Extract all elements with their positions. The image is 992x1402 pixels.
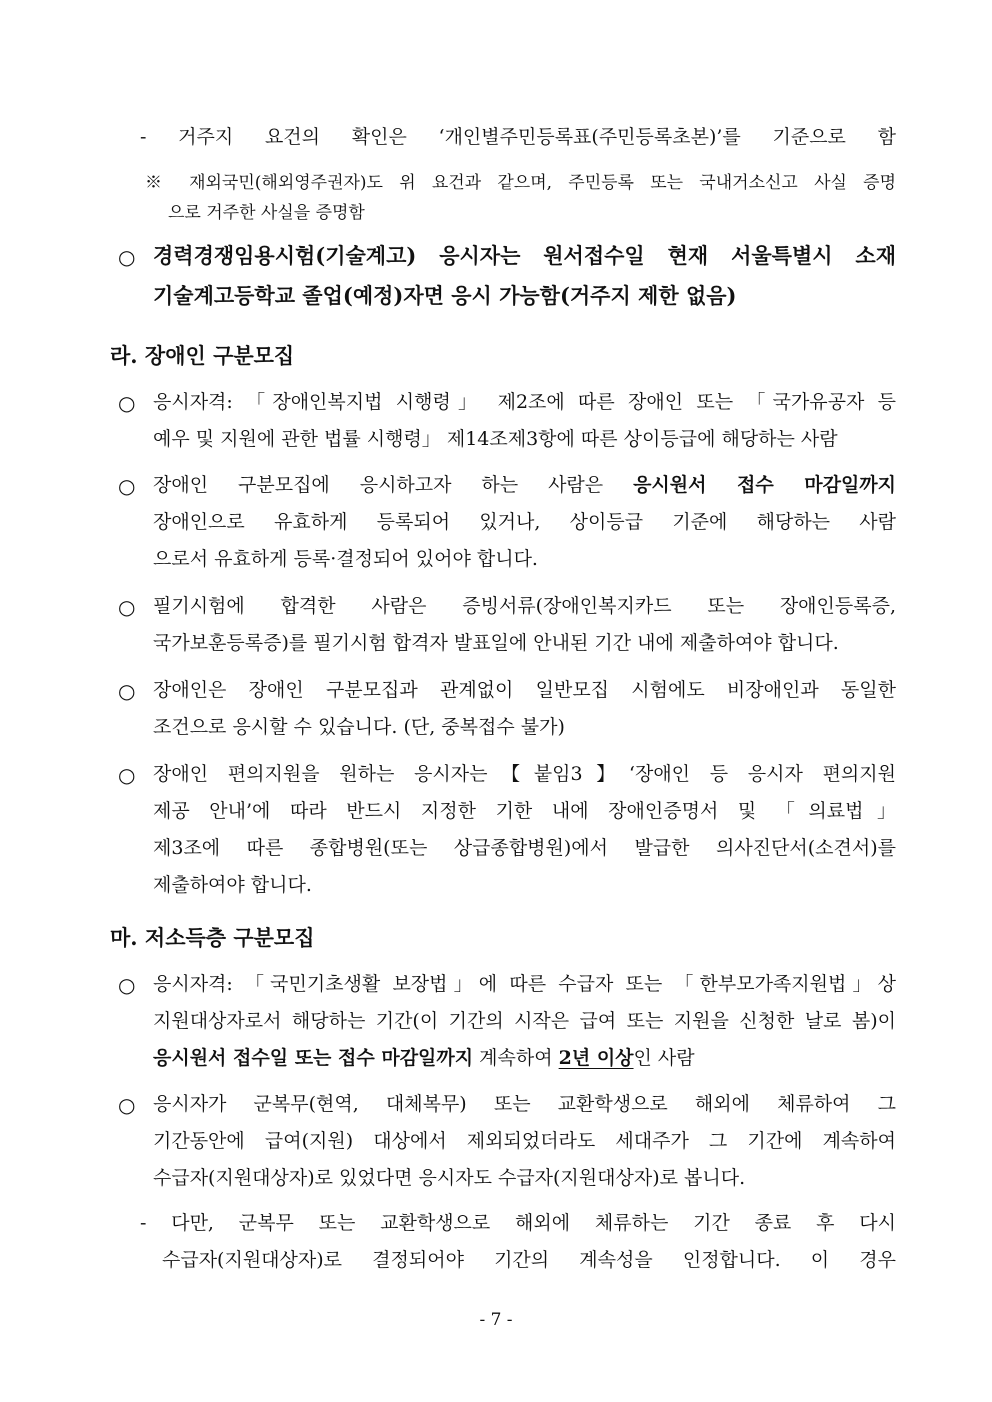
overseas-note-line-2: 으로 거주한 사실을 증명함 bbox=[168, 203, 365, 223]
page-number: - 7 - bbox=[479, 1310, 513, 1330]
military-exchange-line-3: 수급자(지원대상자)로 있었다면 응시자도 수급자(지원대상자)로 봅니다. bbox=[153, 1167, 746, 1189]
documents-line-2: 국가보훈등록증)를 필기시험 합격자 발표일에 안내된 기간 내에 제출하여야 합니다. bbox=[153, 632, 839, 654]
residence-note: - 거주지 요건의 확인은 ‘개인별주민등록표(주민등록초본)’를 기준으로 함 bbox=[140, 126, 896, 148]
bullet-icon: ○ bbox=[118, 474, 136, 498]
continuity-line-2: 수급자(지원대상자)로 결정되어야 기간의 계속성을 인정합니다. 이 경우 bbox=[162, 1249, 896, 1271]
accommodation-line-2: 제공 안내’에 따라 반드시 지정한 기한 내에 장애인증명서 및 「의료법」 bbox=[153, 800, 896, 822]
period-connector: 계속하여 bbox=[473, 1047, 559, 1069]
accommodation-line-4: 제출하여야 합니다. bbox=[153, 874, 312, 896]
bullet-icon: ○ bbox=[118, 763, 136, 787]
tech-teacher-line-2: 기술계고등학교 졸업(예정)자면 응시 가능함(거주지 제한 없음) bbox=[153, 283, 737, 308]
disabled-registration-line-3: 으로서 유효하게 등록·결정되어 있어야 합니다. bbox=[153, 548, 538, 570]
bullet-icon: ○ bbox=[118, 679, 136, 703]
bullet-icon: ○ bbox=[118, 245, 136, 269]
tech-teacher-line-1: 경력경쟁임용시험(기술계고) 응시자는 원서접수일 현재 서울특별시 소재 bbox=[153, 243, 896, 268]
disabled-registration-line-1 bbox=[153, 473, 896, 497]
disabled-qualification-line-2: 예우 및 지원에 관한 법률 시행령」 제14조제3항에 따른 상이등급에 해당하는 사람 bbox=[153, 428, 838, 450]
low-income-qualification-line-1: 응시자격: 「국민기초생활 보장법」에 따른 수급자 또는 「한부모가족지원법」상 bbox=[153, 973, 896, 995]
section-heading-disabled: 라. 장애인 구분모집 bbox=[110, 343, 295, 368]
overseas-note-line-1: ※ 재외국민(해외영주권자)도 위 요건과 같으며, 주민등록 또는 국내거소신고 사실 증명 bbox=[145, 173, 896, 193]
disabled-registration-line-2: 장애인으로 유효하게 등록되어 있거나, 상이등급 기준에 해당하는 사람 bbox=[153, 511, 896, 533]
low-income-qualification-line-2: 지원대상자로서 해당하는 기간(이 기간의 시작은 급여 또는 지원을 신청한 날로 봄)이 bbox=[153, 1010, 896, 1032]
bullet-icon: ○ bbox=[118, 1093, 136, 1117]
duration-emphasis: 2년 이상 bbox=[558, 1047, 634, 1069]
general-apply-line-1: 장애인은 장애인 구분모집과 관계없이 일반모집 시험에도 비장애인과 동일한 bbox=[153, 679, 896, 701]
disabled-registration-text: 장애인 구분모집에 응시하고자 하는 사람은 bbox=[153, 474, 634, 496]
military-exchange-line-2: 기간동안에 급여(지원) 대상에서 제외되었더라도 세대주가 그 기간에 계속하여 bbox=[153, 1130, 896, 1152]
deadline-emphasis: 응시원서 접수 마감일까지 bbox=[633, 474, 897, 496]
accommodation-line-1: 장애인 편의지원을 원하는 응시자는【붙임3】‘장애인 등 응시자 편의지원 bbox=[153, 763, 896, 785]
documents-line-1: 필기시험에 합격한 사람은 증빙서류(장애인복지카드 또는 장애인등록증, bbox=[153, 595, 896, 617]
bullet-icon: ○ bbox=[118, 973, 136, 997]
continuity-line-1: - 다만, 군복무 또는 교환학생으로 해외에 체류하는 기간 종료 후 다시 bbox=[140, 1212, 896, 1234]
bullet-icon: ○ bbox=[118, 391, 136, 415]
accommodation-line-3: 제3조에 따른 종합병원(또는 상급종합병원)에서 발급한 의사진단서(소견서)를 bbox=[153, 837, 896, 859]
general-apply-line-2: 조건으로 응시할 수 있습니다. (단, 중복접수 불가) bbox=[153, 716, 565, 738]
section-heading-low-income: 마. 저소득층 구분모집 bbox=[110, 925, 315, 950]
period-emphasis: 응시원서 접수일 또는 접수 마감일까지 bbox=[153, 1047, 474, 1069]
military-exchange-line-1: 응시자가 군복무(현역, 대체복무) 또는 교환학생으로 해외에 체류하여 그 bbox=[153, 1093, 896, 1115]
period-ending: 인 사람 bbox=[633, 1047, 695, 1069]
low-income-qualification-line-3 bbox=[153, 1046, 695, 1070]
disabled-qualification-line-1: 응시자격: 「장애인복지법 시행령」 제2조에 따른 장애인 또는 「국가유공자 등 bbox=[153, 391, 896, 413]
bullet-icon: ○ bbox=[118, 595, 136, 619]
